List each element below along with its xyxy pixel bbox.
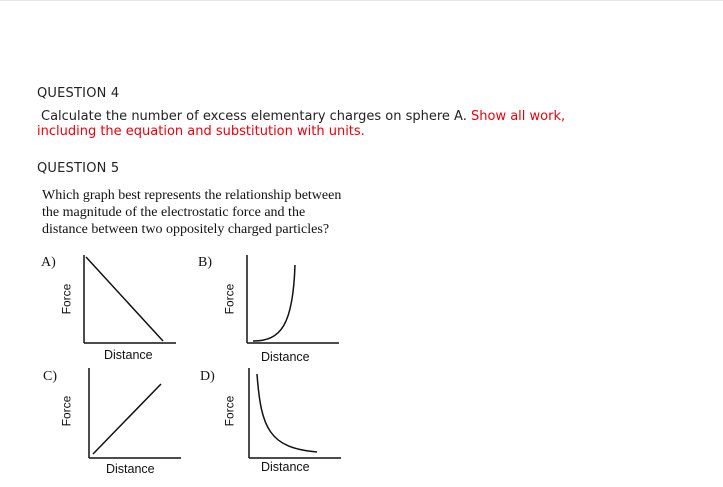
- option-c-letter[interactable]: C): [43, 369, 57, 384]
- option-a-x-label: Distance: [104, 348, 153, 362]
- question-5-stem-line: Which graph best represents the relationship between: [42, 188, 342, 203]
- option-a-graph[interactable]: [80, 255, 180, 345]
- option-d-y-label: Force: [222, 395, 237, 427]
- option-b-graph[interactable]: [243, 255, 343, 345]
- question-5-heading: QUESTION 5: [37, 161, 120, 176]
- option-d-x-label: Distance: [261, 460, 310, 474]
- option-a-letter[interactable]: A): [41, 255, 56, 270]
- curve-increasing-linear: [93, 384, 161, 454]
- question-4-heading: QUESTION 4: [37, 86, 120, 101]
- curve-inverse-square: [257, 374, 317, 452]
- question-5-stem: [42, 187, 402, 238]
- question-4-prompt: [37, 109, 637, 139]
- top-divider: [0, 0, 723, 1]
- question-4-emphasis-2: including the equation and substitution with units.: [37, 124, 365, 139]
- option-c-x-label: Distance: [106, 462, 155, 476]
- question-4-text: Calculate the number of excess elementary charges on sphere A.: [41, 109, 467, 124]
- option-d-graph[interactable]: [245, 368, 345, 460]
- curve-decreasing-linear: [86, 257, 163, 341]
- question-4-emphasis-1: Show all work,: [471, 109, 566, 124]
- option-c-graph[interactable]: [85, 368, 185, 460]
- option-c-y-label: Force: [59, 395, 74, 427]
- option-b-x-label: Distance: [261, 350, 310, 364]
- curve-increasing: [253, 265, 295, 341]
- option-b-y-label: Force: [222, 283, 237, 315]
- option-a-y-label: Force: [59, 283, 74, 315]
- option-b-letter[interactable]: B): [198, 255, 212, 270]
- option-d-letter[interactable]: D): [200, 369, 215, 384]
- question-5-stem-line: the magnitude of the electrostatic force and the: [42, 205, 306, 220]
- question-5-stem-line: distance between two oppositely charged particles?: [42, 222, 330, 237]
